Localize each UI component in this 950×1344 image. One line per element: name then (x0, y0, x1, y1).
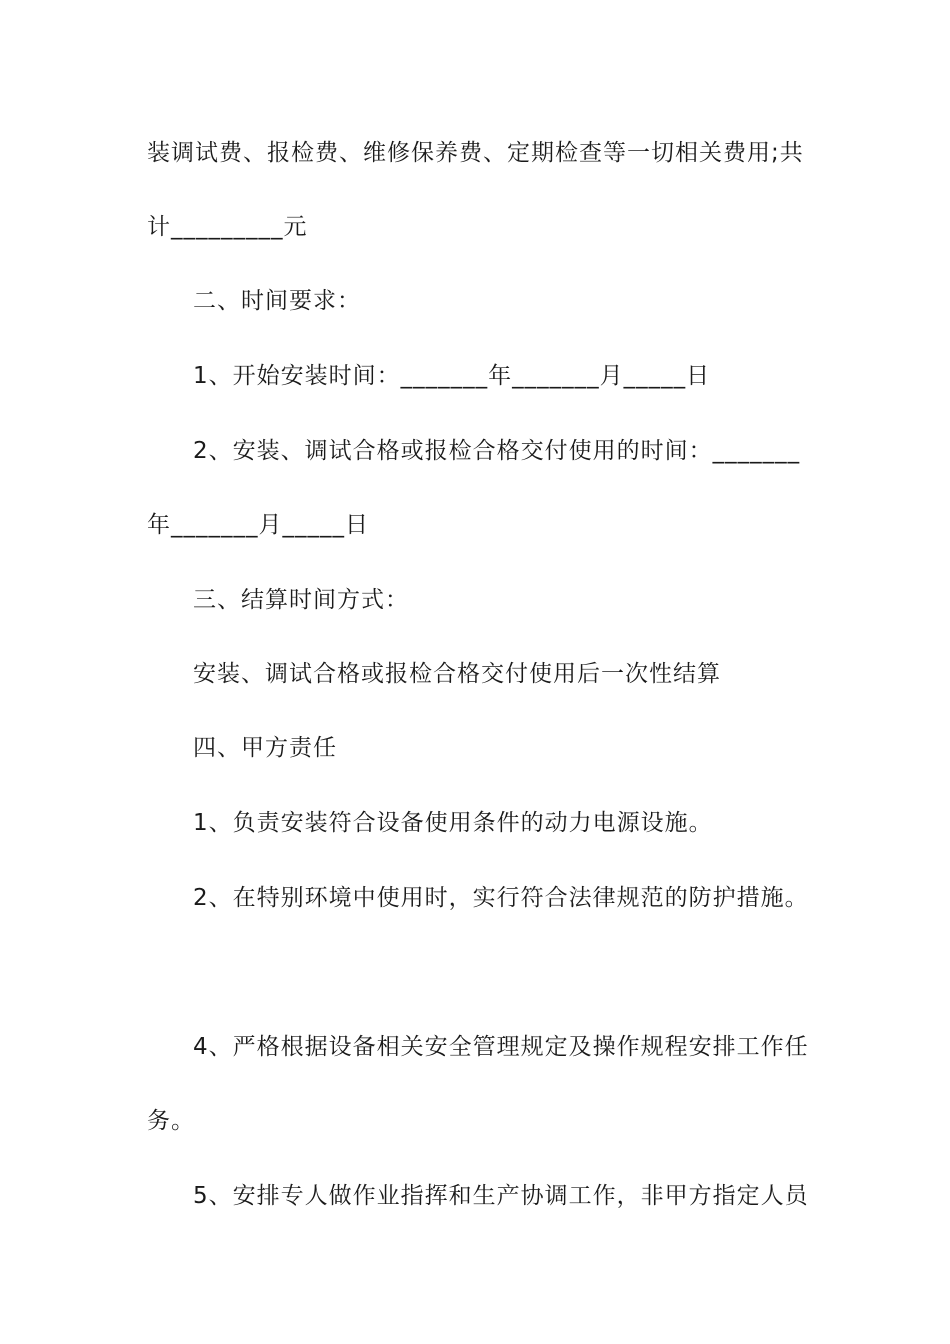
section-heading-settlement: 三、结算时间方式： (193, 587, 409, 613)
duty-item-4: 4、严格根据设备相关安全管理规定及操作规程安排工作任 (193, 1034, 809, 1060)
section-heading-time-requirements: 二、时间要求： (193, 288, 361, 314)
duty-item-5: 5、安排专人做作业指挥和生产协调工作，非甲方指定人员 (193, 1183, 809, 1209)
total-amount-line: 计_________元 (147, 214, 308, 240)
duty-item-2: 2、在特别环境中使用时，实行符合法律规范的防护措施。 (193, 885, 809, 911)
section-heading-party-a-duties: 四、甲方责任 (193, 735, 337, 761)
duty-item-4-continuation: 务。 (147, 1108, 195, 1134)
settlement-text: 安装、调试合格或报检合格交付使用后一次性结算 (193, 661, 721, 687)
delivery-date-line: 2、安装、调试合格或报检合格交付使用的时间：_______ (193, 438, 801, 464)
duty-item-1: 1、负责安装符合设备使用条件的动力电源设施。 (193, 810, 713, 836)
fee-clause-continuation: 装调试费、报检费、维修保养费、定期检查等一切相关费用;共 (147, 140, 804, 166)
delivery-date-line-continuation: 年_______月_____日 (147, 512, 369, 538)
install-start-date-line: 1、开始安装时间：_______年_______月_____日 (193, 363, 711, 389)
